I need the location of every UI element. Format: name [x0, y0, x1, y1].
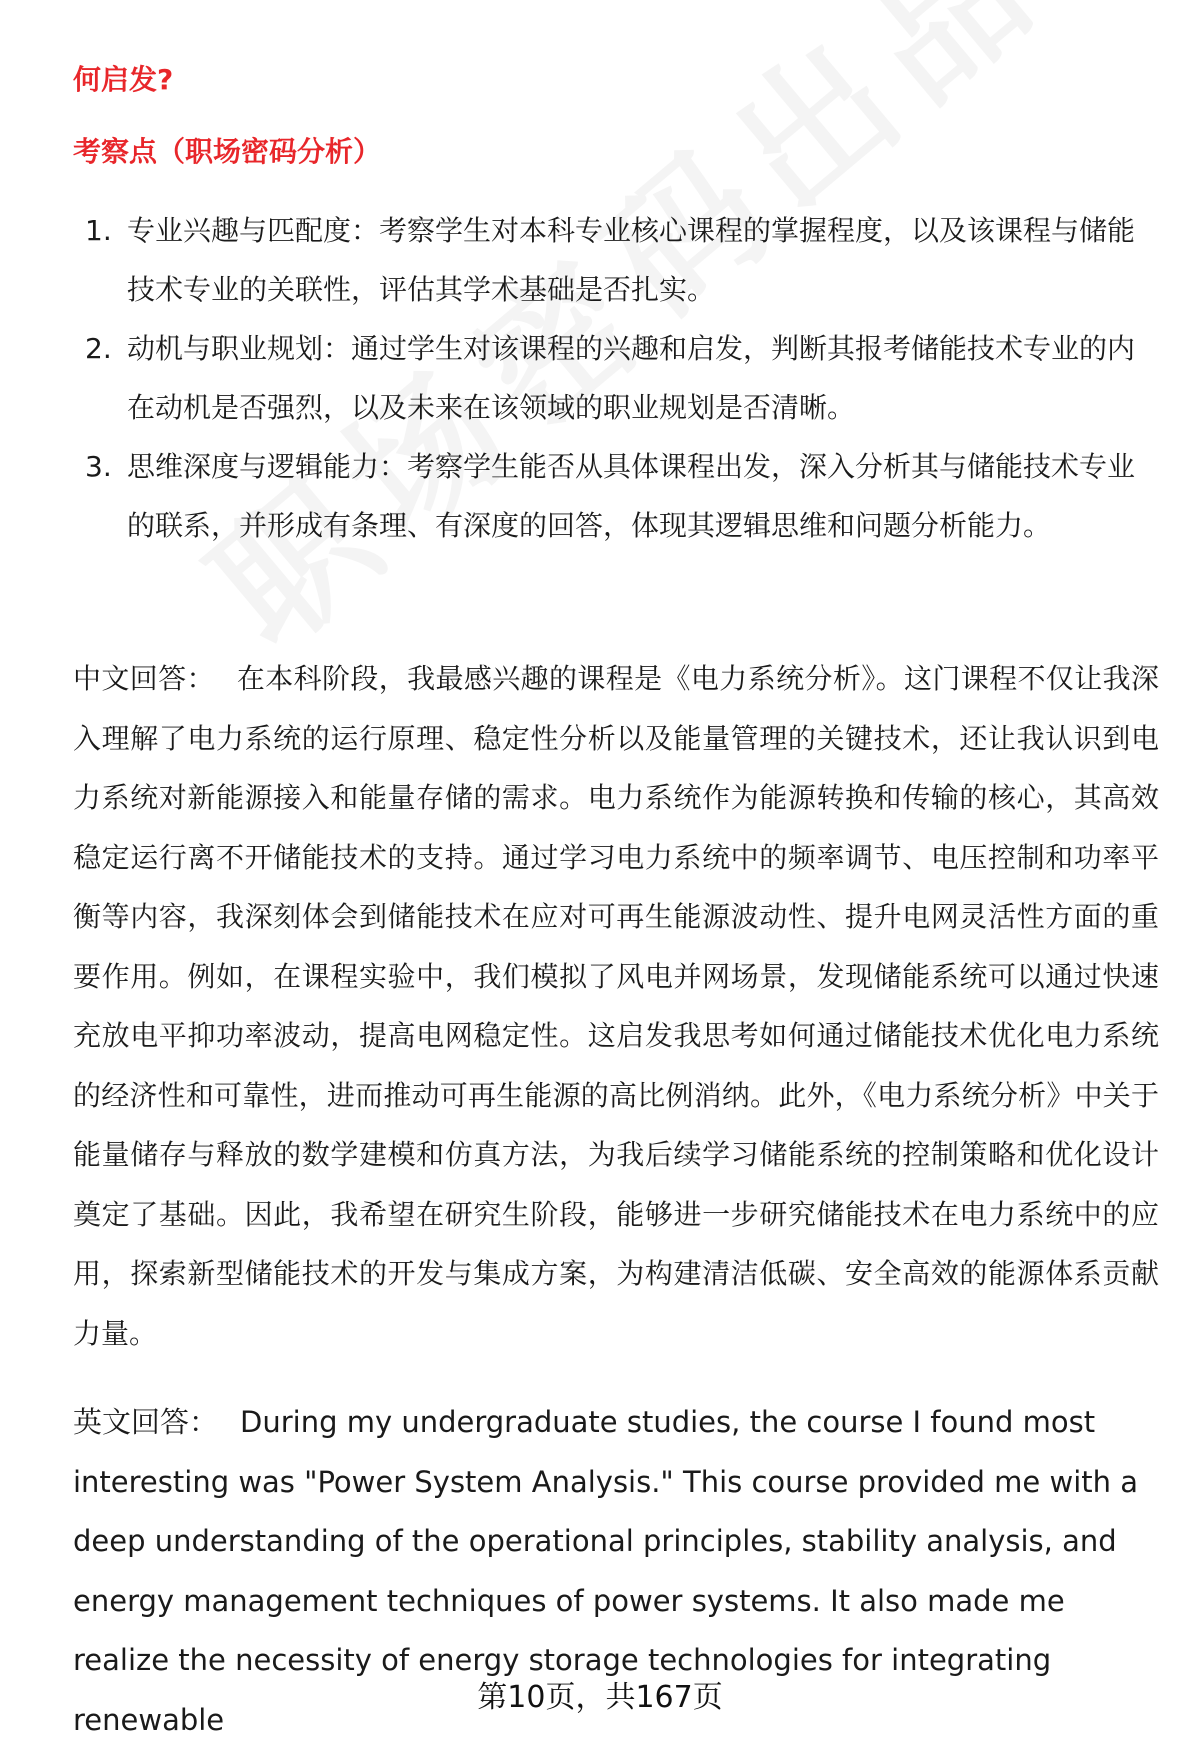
list-item-number: 3. [85, 450, 112, 483]
assessment-points-list [73, 201, 1159, 555]
question-tail-heading: 何启发? [73, 63, 174, 96]
english-answer-label: 英文回答： [73, 1405, 219, 1439]
list-item-number: 2. [85, 332, 112, 365]
analysis-title-heading: 考察点（职场密码分析） [73, 135, 382, 168]
list-item-number: 1. [85, 214, 112, 247]
list-item-text: 思维深度与逻辑能力：考察学生能否从具体课程出发，深入分析其与储能技术专业的联系，并形成有条理、有深度的回答，体现其逻辑思维和问题分析能力。 [127, 450, 1136, 542]
english-answer-text: During my undergraduate studies, the course I found most interesting was "Power System Analysis." This course provided me with a deep understanding of the operational principles, stability analysis, and energy management techniques of power systems. It also made me realize the necessity of energy storage technologies for integrating renewable [73, 1405, 1138, 1737]
list-item-text: 专业兴趣与匹配度：考察学生对本科专业核心课程的掌握程度，以及该课程与储能技术专业的关联性，评估其学术基础是否扎实。 [127, 214, 1136, 306]
list-item [73, 437, 1159, 555]
chinese-answer-text: 在本科阶段，我最感兴趣的课程是《电力系统分析》。这门课程不仅让我深入理解了电力系统的运行原理、稳定性分析以及能量管理的关键技术，还让我认识到电力系统对新能源接入和能量存储的需求。电力系统作为能源转换和传输的核心，其高效稳定运行离不开储能技术的支持。通过学习电力系统中的频率调节、电压控制和功率平衡等内容，我深刻体会到储能技术在应对可再生能源波动性、提升电网灵活性方面的重要作用。例如，在课程实验中，我们模拟了风电并网场景，发现储能系统可以通过快速充放电平抑功率波动，提高电网稳定性。这启发我思考如何通过储能技术优化电力系统的经济性和可靠性，进而推动可再生能源的高比例消纳。此外，《电力系统分析》中关于能量储存与释放的数学建模和仿真方法，为我后续学习储能系统的控制策略和优化设计奠定了基础。因此，我希望在研究生阶段，能够进一步研究储能技术在电力系统中的应用，探索新型储能技术的开发与集成方案，为构建清洁低碳、安全高效的能源体系贡献力量。 [73, 662, 1159, 1350]
chinese-answer-label: 中文回答： [73, 662, 215, 695]
page-number-footer: 第10页，共167页 [477, 1680, 723, 1715]
list-item-text: 动机与职业规划：通过学生对该课程的兴趣和启发，判断其报考储能技术专业的内在动机是否强烈，以及未来在该领域的职业规划是否清晰。 [127, 332, 1136, 424]
chinese-answer-paragraph [73, 649, 1159, 1363]
list-item [73, 201, 1159, 319]
list-item [73, 319, 1159, 437]
